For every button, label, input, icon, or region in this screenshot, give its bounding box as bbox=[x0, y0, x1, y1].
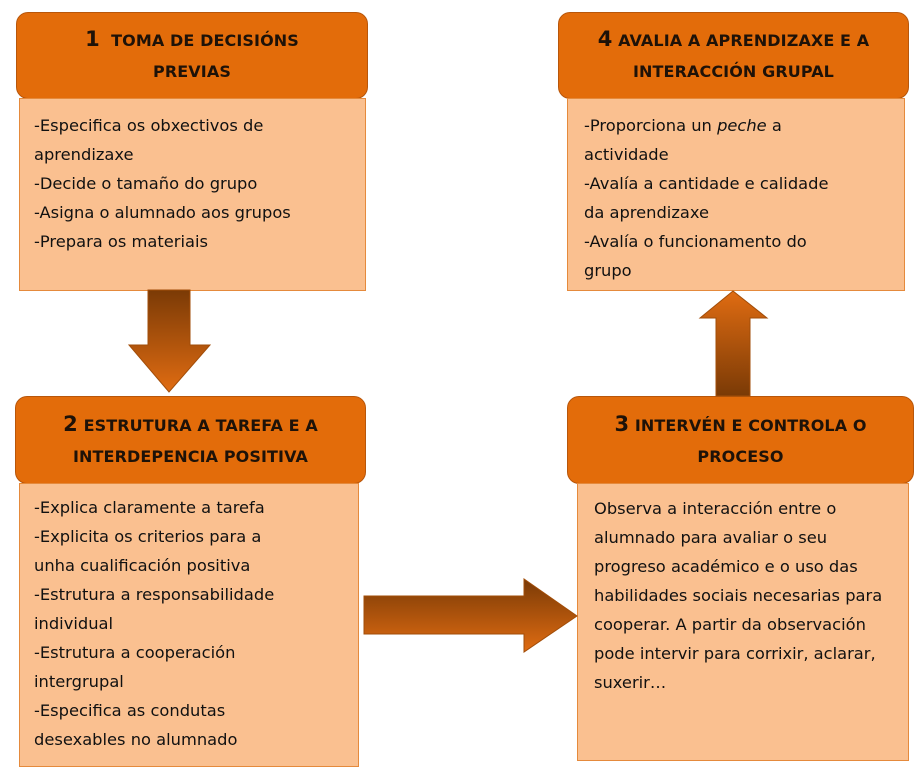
step-3-title: 3 INTERVÉN E CONTROLA O PROCESO bbox=[614, 411, 867, 466]
step-2-title: 2 ESTRUTURA A TAREFA E A INTERDEPENCIA POSITIVA bbox=[63, 411, 318, 466]
step-4-header bbox=[558, 12, 909, 99]
step-2-item: individual bbox=[34, 614, 114, 633]
step-2-item: intergrupal bbox=[34, 672, 124, 691]
step-1-title: 1 TOMA DE DECISIÓNS PREVIAS bbox=[85, 27, 299, 81]
step-1-item: aprendizaxe bbox=[34, 145, 134, 164]
step-4-item: -Avalía a cantidade e calidade bbox=[584, 174, 829, 193]
step-4-body bbox=[567, 98, 905, 291]
step-4-item: da aprendizaxe bbox=[584, 203, 710, 222]
step-1-item: -Prepara os materiais bbox=[34, 232, 208, 251]
step-2-body bbox=[19, 483, 359, 767]
step-1-item: -Decide o tamaño do grupo bbox=[34, 174, 258, 193]
arrow-down-icon bbox=[128, 290, 212, 394]
step-4-number: 4 bbox=[597, 27, 613, 51]
step-1-item: -Asigna o alumnado aos grupos bbox=[34, 203, 291, 222]
step-4-item: -Avalía o funcionamento do bbox=[584, 232, 807, 251]
step-1-item: -Especifica os obxectivos de bbox=[34, 116, 264, 135]
step-2-item: -Estrutura a responsabilidade bbox=[34, 585, 275, 604]
step-4-item: grupo bbox=[584, 261, 632, 280]
step-2-item: -Estrutura a cooperación bbox=[34, 643, 236, 662]
step-2-item: -Especifica as condutas bbox=[34, 701, 226, 720]
arrow-up-icon bbox=[699, 290, 769, 396]
step-3-paragraph: Observa a interacción entre o alumnado para avaliar o seu progreso académico e o uso das habilidades sociais necesarias para cooperar. A partir da observación pode intervir para corrixir, aclarar, suxerir… bbox=[594, 499, 883, 692]
step-2-item: desexables no alumnado bbox=[34, 730, 238, 749]
step-4-item: actividade bbox=[584, 145, 669, 164]
step-1-body bbox=[19, 98, 366, 291]
step-2-item: unha cualificación positiva bbox=[34, 556, 251, 575]
step-1-number: 1 bbox=[85, 27, 100, 51]
step-2-header bbox=[15, 396, 366, 484]
step-4-item: -Proporciona un peche a bbox=[584, 116, 782, 135]
arrow-right-icon bbox=[363, 578, 579, 654]
step-2-item: -Explica claramente a tarefa bbox=[34, 498, 265, 517]
step-2-item: -Explicita os criterios para a bbox=[34, 527, 262, 546]
step-4-title: 4 AVALIA A APRENDIZAXE E A INTERACCIÓN GRUPAL bbox=[597, 27, 870, 81]
step-3-body bbox=[577, 483, 909, 761]
step-3-number: 3 bbox=[614, 411, 630, 436]
step-3-header bbox=[567, 396, 914, 484]
step-1-header bbox=[16, 12, 368, 99]
step-2-number: 2 bbox=[63, 411, 78, 436]
